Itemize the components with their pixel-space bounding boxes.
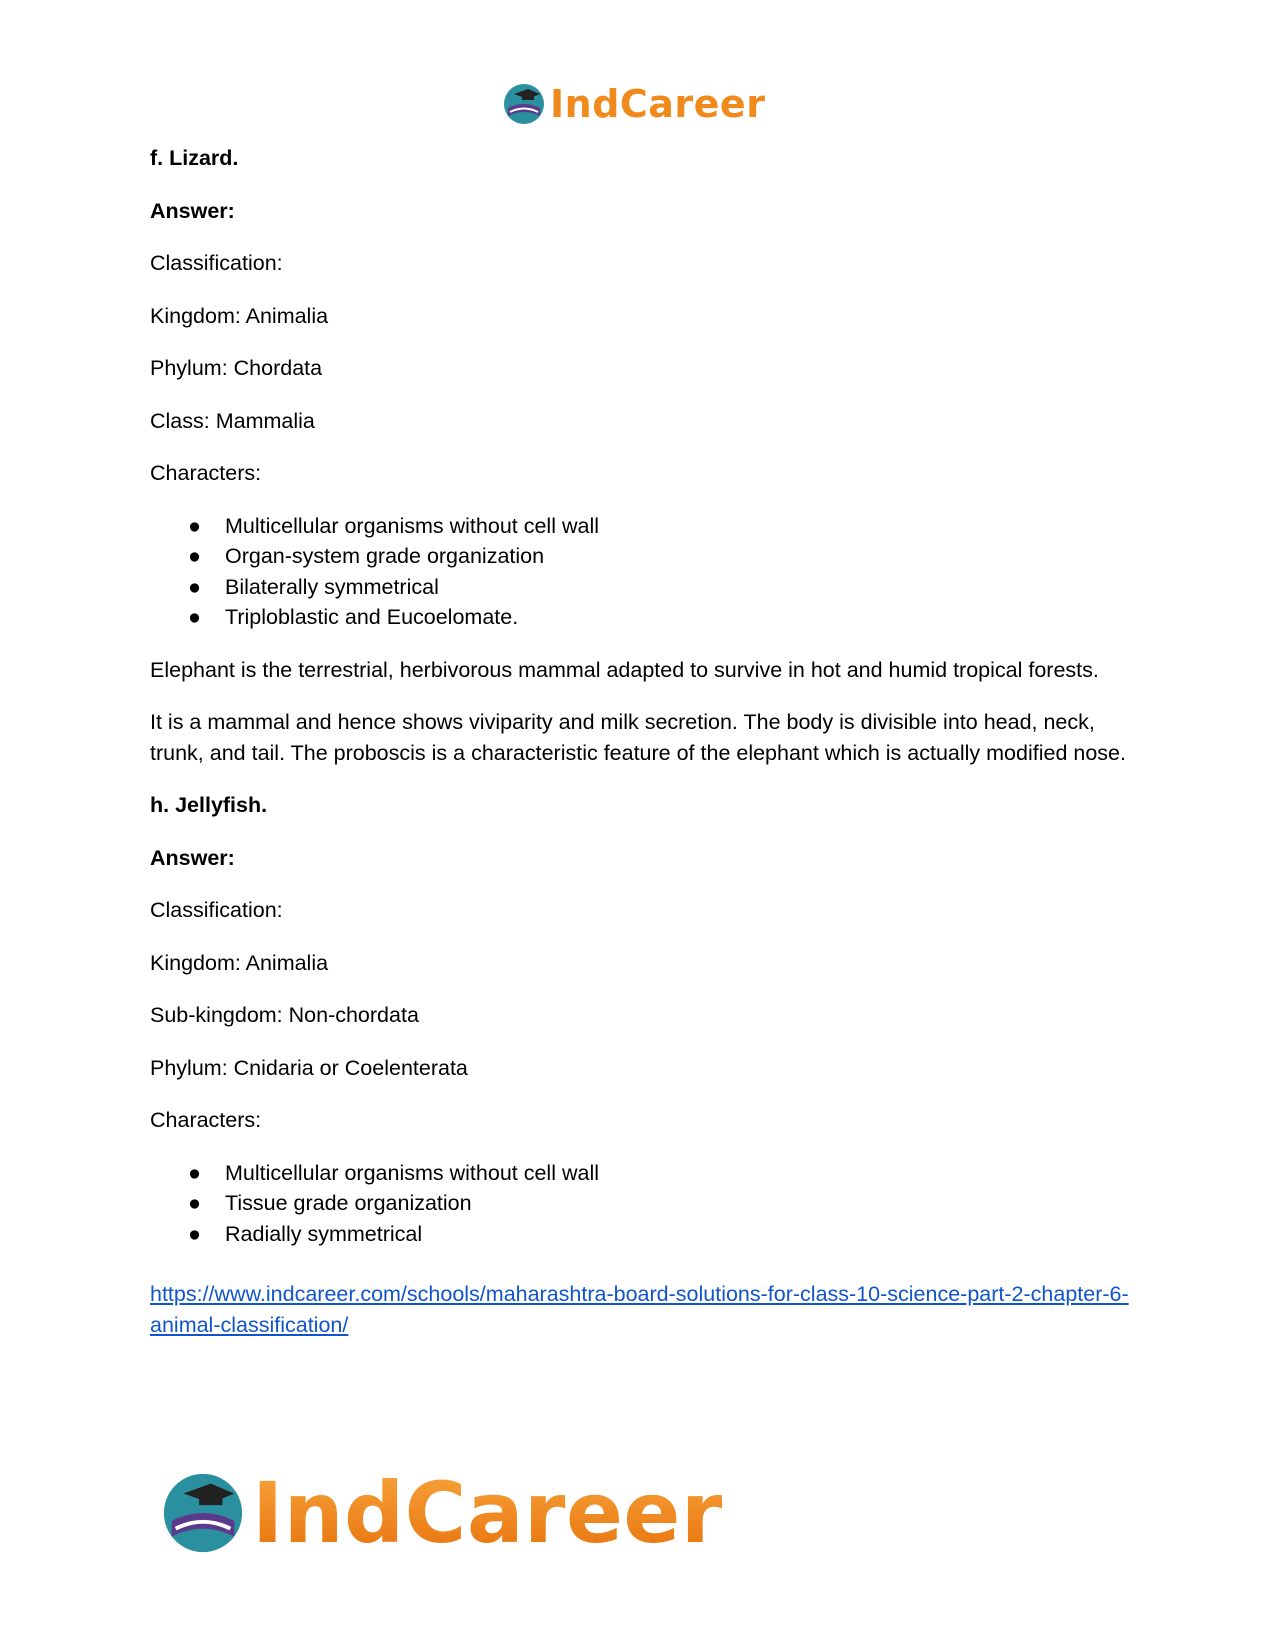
classification-line: Sub-kingdom: Non-chordata (150, 1003, 419, 1027)
globe-book-icon (502, 82, 546, 126)
header-logo (502, 82, 765, 126)
characters-label: Characters: (150, 1108, 262, 1132)
bullet-icon: ● (188, 1160, 201, 1185)
bullet-icon: ● (188, 513, 201, 538)
classification-label: Classification: (150, 251, 283, 275)
logo-wordmark: IndCareer (252, 1464, 723, 1562)
characters-list (150, 511, 1140, 633)
bullet-icon: ● (188, 574, 201, 599)
characters-list (150, 1158, 1140, 1250)
paragraph: Elephant is the terrestrial, herbivorous mammal adapted to survive in hot and humid tropical forests. (150, 657, 1099, 682)
answer-label: Answer: (150, 845, 235, 870)
section-title: h. Jellyfish. (150, 793, 268, 817)
classification-line: Kingdom: Animalia (150, 303, 329, 328)
bullet-icon: ● (188, 544, 201, 568)
bullet-icon: ● (188, 1221, 201, 1246)
list-item: ● Radially symmetrical (150, 1219, 1140, 1250)
bullet-icon: ● (188, 1191, 201, 1215)
classification-line: Phylum: Chordata (150, 356, 323, 380)
list-item: ● Organ-system grade organization (150, 541, 1140, 572)
list-item: ● Bilaterally symmetrical (150, 572, 1140, 603)
classification-line: Phylum: Cnidaria or Coelenterata (150, 1055, 468, 1080)
paragraph: It is a mammal and hence shows viviparity and milk secretion. The body is divisible into head, neck, trunk, and tail. The proboscis is a characteristic feature of the elephant which is actually modified nose. (150, 710, 1126, 765)
source-link[interactable]: https://www.indcareer.com/schools/maharashtra-board-solutions-for-class-10-science-part-2-chapter-6-animal-classification/ (150, 1282, 1129, 1337)
list-item: ● Triploblastic and Eucoelomate. (150, 602, 1140, 633)
section-title: f. Lizard. (150, 146, 239, 170)
list-item: ● Multicellular organisms without cell wall (150, 1158, 1140, 1189)
document-body (150, 143, 1140, 1340)
globe-book-icon (160, 1470, 246, 1556)
classification-line: Class: Mammalia (150, 408, 315, 433)
characters-label: Characters: (150, 461, 262, 485)
footer-logo (160, 1464, 723, 1562)
list-item: ● Multicellular organisms without cell wall (150, 511, 1140, 542)
list-item: ● Tissue grade organization (150, 1188, 1140, 1219)
answer-label: Answer: (150, 198, 235, 223)
logo-wordmark: IndCareer (550, 82, 766, 126)
classification-label: Classification: (150, 898, 283, 922)
bullet-icon: ● (188, 605, 201, 629)
classification-line: Kingdom: Animalia (150, 950, 329, 975)
